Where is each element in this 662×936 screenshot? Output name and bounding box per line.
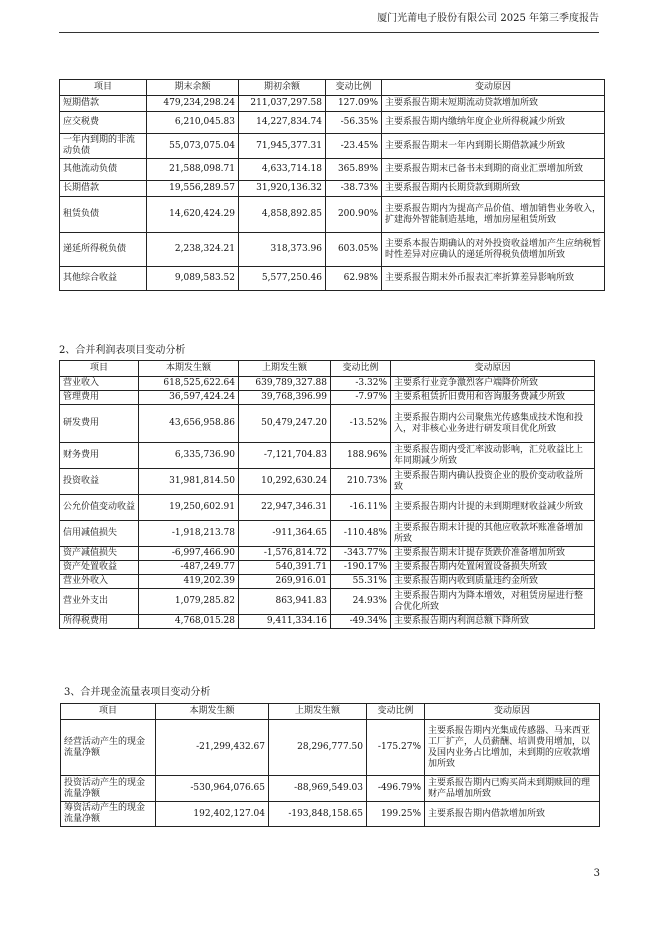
- table-header-row: [60, 80, 605, 96]
- row-item-label: 租赁负债: [60, 197, 147, 233]
- prior-value: 71,945,377.31: [239, 134, 326, 159]
- table-row: [60, 521, 595, 547]
- row-item-label: 投资收益: [60, 469, 139, 495]
- table-row: [60, 181, 605, 197]
- change-ratio: 24.93%: [331, 589, 391, 615]
- table-row: [61, 720, 600, 776]
- table-row: [61, 776, 600, 802]
- prior-value: 31,920,136.32: [239, 181, 326, 197]
- current-value: 36,597,424.24: [139, 391, 239, 405]
- prior-value: 4,858,892.85: [239, 197, 326, 233]
- change-ratio: 603.05%: [326, 233, 382, 267]
- column-header: 变动比例: [326, 80, 382, 96]
- current-value: 2,238,324.21: [147, 233, 239, 267]
- column-header: 变动比例: [331, 361, 391, 377]
- current-value: 21,588,098.71: [147, 159, 239, 181]
- current-value: 31,981,814.50: [139, 469, 239, 495]
- change-reason: 主要系报告期末短期流动贷款增加所致: [382, 96, 605, 112]
- prior-value: -7,121,704.83: [239, 443, 331, 469]
- table-row: [60, 159, 605, 181]
- column-header: 期末余额: [147, 80, 239, 96]
- change-reason: 主要系报告期内计提的未到期理财收益减少所致: [391, 495, 595, 521]
- column-header: 变动原因: [382, 80, 605, 96]
- column-header: 变动原因: [425, 704, 600, 720]
- change-reason: 主要系报告期内为降本增效，对租赁房屋进行整合优化所致: [391, 589, 595, 615]
- row-item-label: 财务费用: [60, 443, 139, 469]
- current-value: 419,202.39: [139, 575, 239, 589]
- row-item-label: 研发费用: [60, 405, 139, 443]
- column-header: 本期发生额: [139, 361, 239, 377]
- prior-value: 5,577,250.46: [239, 267, 326, 291]
- current-value: -487,249.77: [139, 561, 239, 575]
- row-item-label: 一年内到期的非流动负债: [60, 134, 147, 159]
- change-reason: 主要系报告期内已购买尚未到期赎回的理财产品增加所致: [425, 776, 600, 802]
- current-value: 19,250,602.91: [139, 495, 239, 521]
- current-value: 192,402,127.04: [156, 802, 269, 827]
- column-header: 上期发生额: [239, 361, 331, 377]
- row-item-label: 营业外支出: [60, 589, 139, 615]
- change-ratio: 55.31%: [331, 575, 391, 589]
- table-row: [60, 405, 595, 443]
- current-value: 19,556,289.57: [147, 181, 239, 197]
- row-item-label: 所得税费用: [60, 615, 139, 629]
- table-row: [60, 96, 605, 112]
- change-reason: 主要系报告期内受汇率波动影响，汇兑收益比上年同期减少所致: [391, 443, 595, 469]
- change-reason: 主要系租赁折旧费用和咨询服务费减少所致: [391, 391, 595, 405]
- row-item-label: 长期借款: [60, 181, 147, 197]
- current-value: -1,918,213.78: [139, 521, 239, 547]
- table-row: [60, 615, 595, 629]
- row-item-label: 资产减值损失: [60, 547, 139, 561]
- change-ratio: -13.52%: [331, 405, 391, 443]
- change-reason: 主要系报告期内公司聚焦光传感集成技术饱和投入，对非核心业务进行研发项目优化所致: [391, 405, 595, 443]
- column-header: 项目: [61, 704, 156, 720]
- header-rule: [59, 32, 599, 33]
- current-value: -530,964,076.65: [156, 776, 269, 802]
- prior-value: 211,037,297.58: [239, 96, 326, 112]
- table-row: [60, 561, 595, 575]
- prior-value: 39,768,396.99: [239, 391, 331, 405]
- row-item-label: 其他流动负债: [60, 159, 147, 181]
- change-ratio: -175.27%: [367, 720, 425, 776]
- current-value: 14,620,424.29: [147, 197, 239, 233]
- current-value: 43,656,958.86: [139, 405, 239, 443]
- row-item-label: 递延所得税负债: [60, 233, 147, 267]
- change-reason: 主要系报告期末一年内到期长期借款减少所致: [382, 134, 605, 159]
- column-header: 本期发生额: [156, 704, 269, 720]
- current-value: 1,079,285.82: [139, 589, 239, 615]
- change-reason: 主要系报告期内为提高产品价值、增加销售业务收入，扩建海外智能制造基地，增加房屋租赁所致: [382, 197, 605, 233]
- prior-value: 4,633,714.18: [239, 159, 326, 181]
- prior-value: -911,364.65: [239, 521, 331, 547]
- table-header-row: [61, 704, 600, 720]
- change-reason: 主要系报告期末已备书未到期的商业汇票增加所致: [382, 159, 605, 181]
- change-reason: 主要系报告期内处置闲置设备损失所致: [391, 561, 595, 575]
- page-number: 3: [593, 868, 600, 879]
- table-row: [60, 589, 595, 615]
- change-reason: 主要系报告期内光集成传感器、马来西亚工厂扩产，人员薪酬、培训费用增加，以及国内业务占比增加，未到期的应收款增加所致: [425, 720, 600, 776]
- row-item-label: 投资活动产生的现金流量净额: [61, 776, 156, 802]
- change-ratio: 188.96%: [331, 443, 391, 469]
- change-ratio: -3.32%: [331, 377, 391, 391]
- column-header: 变动原因: [391, 361, 595, 377]
- prior-value: 863,941.83: [239, 589, 331, 615]
- change-reason: 主要系报告期内收到质量违约金所致: [391, 575, 595, 589]
- income-statement-table: [59, 360, 595, 629]
- change-reason: 主要系报告期内借款增加所致: [425, 802, 600, 827]
- prior-value: 28,296,777.50: [269, 720, 367, 776]
- row-item-label: 资产处置收益: [60, 561, 139, 575]
- row-item-label: 经营活动产生的现金流量净额: [61, 720, 156, 776]
- change-reason: 主要系本报告期确认的对外投资收益增加产生应纳税暂时性差异对应确认的递延所得税负债增加所致: [382, 233, 605, 267]
- change-ratio: -16.11%: [331, 495, 391, 521]
- change-ratio: -7.97%: [331, 391, 391, 405]
- row-item-label: 应交税费: [60, 112, 147, 134]
- prior-value: 10,292,630.24: [239, 469, 331, 495]
- row-item-label: 信用减值损失: [60, 521, 139, 547]
- change-reason: 主要系报告期内缴纳年度企业所得税减少所致: [382, 112, 605, 134]
- prior-value: -88,969,549.03: [269, 776, 367, 802]
- balance-sheet-table: [59, 79, 605, 291]
- table-row: [60, 495, 595, 521]
- row-item-label: 短期借款: [60, 96, 147, 112]
- table-row: [60, 267, 605, 291]
- change-ratio: -343.77%: [331, 547, 391, 561]
- current-value: -21,299,432.67: [156, 720, 269, 776]
- change-ratio: 210.73%: [331, 469, 391, 495]
- column-header: 期初余额: [239, 80, 326, 96]
- change-ratio: -49.34%: [331, 615, 391, 629]
- table-row: [60, 469, 595, 495]
- column-header: 上期发生额: [269, 704, 367, 720]
- table-row: [60, 197, 605, 233]
- change-ratio: 200.90%: [326, 197, 382, 233]
- change-ratio: -23.45%: [326, 134, 382, 159]
- prior-value: 50,479,247.20: [239, 405, 331, 443]
- row-item-label: 管理费用: [60, 391, 139, 405]
- table-header-row: [60, 361, 595, 377]
- change-ratio: 62.98%: [326, 267, 382, 291]
- row-item-label: 营业收入: [60, 377, 139, 391]
- table-row: [60, 575, 595, 589]
- change-ratio: -496.79%: [367, 776, 425, 802]
- change-ratio: -110.48%: [331, 521, 391, 547]
- current-value: 55,073,075.04: [147, 134, 239, 159]
- row-item-label: 其他综合收益: [60, 267, 147, 291]
- row-item-label: 营业外收入: [60, 575, 139, 589]
- change-ratio: -56.35%: [326, 112, 382, 134]
- change-reason: 主要系报告期内利润总额下降所致: [391, 615, 595, 629]
- column-header: 项目: [60, 361, 139, 377]
- current-value: 479,234,298.24: [147, 96, 239, 112]
- table-row: [60, 134, 605, 159]
- table-row: [60, 377, 595, 391]
- change-reason: 主要系报告期末外币报表汇率折算差异影响所致: [382, 267, 605, 291]
- change-reason: 主要系报告期内确认投资企业的股价变动收益所致: [391, 469, 595, 495]
- change-ratio: 199.25%: [367, 802, 425, 827]
- change-ratio: -190.17%: [331, 561, 391, 575]
- column-header: 项目: [60, 80, 147, 96]
- current-value: -6,997,466.90: [139, 547, 239, 561]
- row-item-label: 筹资活动产生的现金流量净额: [61, 802, 156, 827]
- table-row: [60, 112, 605, 134]
- prior-value: 9,411,334.16: [239, 615, 331, 629]
- cash-flow-table: [60, 703, 600, 827]
- cashflow-section-title: 3、合并现金流量表项目变动分析: [64, 687, 211, 698]
- report-header: 厦门光莆电子股份有限公司 2025 年第三季度报告: [377, 13, 599, 24]
- income-section-title: 2、合并利润表项目变动分析: [59, 345, 186, 356]
- current-value: 4,768,015.28: [139, 615, 239, 629]
- change-ratio: -38.73%: [326, 181, 382, 197]
- row-item-label: 公允价值变动收益: [60, 495, 139, 521]
- prior-value: -1,576,814.72: [239, 547, 331, 561]
- prior-value: 639,789,327.88: [239, 377, 331, 391]
- table-row: [60, 233, 605, 267]
- prior-value: 540,391.71: [239, 561, 331, 575]
- current-value: 6,210,045.83: [147, 112, 239, 134]
- prior-value: 22,947,346.31: [239, 495, 331, 521]
- prior-value: 14,227,834.74: [239, 112, 326, 134]
- current-value: 6,335,736.90: [139, 443, 239, 469]
- current-value: 618,525,622.64: [139, 377, 239, 391]
- prior-value: -193,848,158.65: [269, 802, 367, 827]
- table-row: [60, 547, 595, 561]
- prior-value: 269,916.01: [239, 575, 331, 589]
- current-value: 9,089,583.52: [147, 267, 239, 291]
- table-row: [60, 391, 595, 405]
- change-reason: 主要系报告期内长期贷款到期所致: [382, 181, 605, 197]
- table-row: [61, 802, 600, 827]
- change-reason: 主要系行业竞争激烈客户端降价所致: [391, 377, 595, 391]
- column-header: 变动比例: [367, 704, 425, 720]
- table-row: [60, 443, 595, 469]
- change-reason: 主要系报告期末计提的其他应收款坏账准备增加所致: [391, 521, 595, 547]
- change-ratio: 365.89%: [326, 159, 382, 181]
- change-reason: 主要系报告期末计提存货跌价准备增加所致: [391, 547, 595, 561]
- change-ratio: 127.09%: [326, 96, 382, 112]
- prior-value: 318,373.96: [239, 233, 326, 267]
